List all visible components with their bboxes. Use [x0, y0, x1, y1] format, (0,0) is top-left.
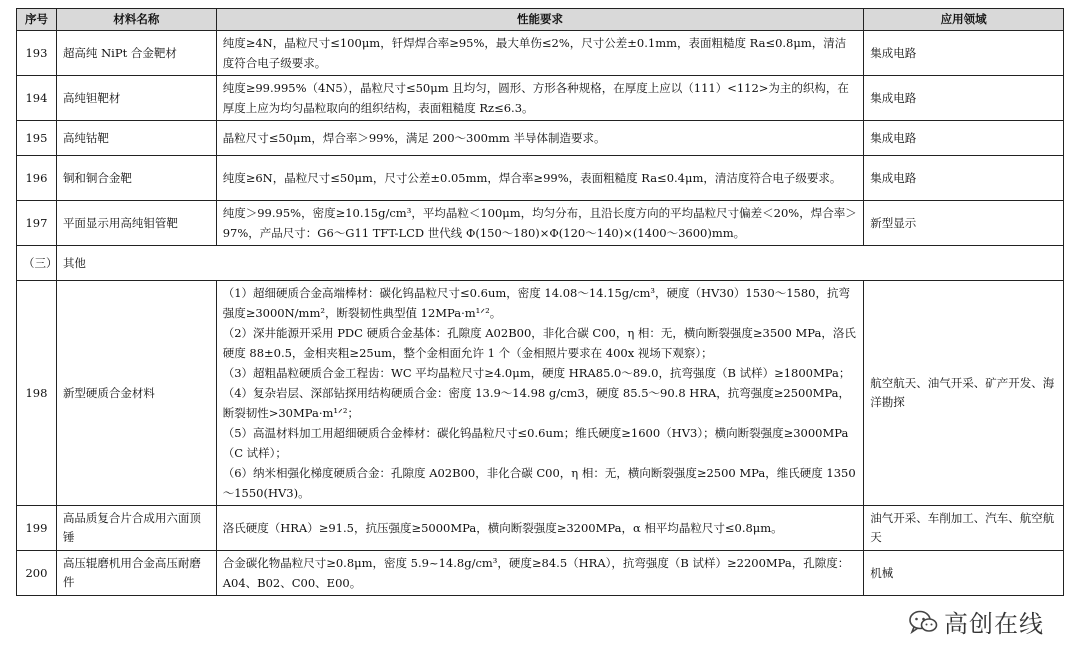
- table-header-row: [17, 9, 1064, 31]
- row-application: 新型显示: [864, 201, 1064, 246]
- section-label: （三）: [17, 246, 57, 281]
- row-material-name: 高纯钽靶材: [56, 76, 216, 121]
- row-performance: 合金碳化物晶粒尺寸≥0.8μm，密度 5.9~14.8g/cm³，硬度≥84.5（HRA），抗弯强度（B 试样）≥2200MPa，孔隙度：A04、B02、C00、E00。: [216, 551, 864, 596]
- row-application: 集成电路: [864, 121, 1064, 156]
- spec-item: （4）复杂岩层、深部钻探用结构硬质合金：密度 13.9～14.98 g/cm3，硬度 85.5～90.8 HRA，抗弯强度≥2500MPa，断裂韧性>30MPa·m¹ᐟ²；: [222, 386, 851, 420]
- header-performance: 性能要求: [216, 9, 864, 31]
- row-material-name: 平面显示用高纯钼管靶: [56, 201, 216, 246]
- header-no: 序号: [17, 9, 57, 31]
- header-application: 应用领域: [864, 9, 1064, 31]
- header-material-name: 材料名称: [56, 9, 216, 31]
- table-row: [17, 201, 1064, 246]
- spec-item: （1）超细硬质合金高端棒材：碳化钨晶粒尺寸≤0.6um，密度 14.08～14.15g/cm³，硬度（HV30）1530～1580，抗弯强度≥3000N/mm²，断裂韧性典型值 12MPa·m¹ᐟ²。: [222, 286, 850, 320]
- row-performance: 纯度≥6N，晶粒尺寸≤50μm，尺寸公差±0.05mm，焊合率≥99%，表面粗糙度 Ra≤0.4μm，清洁度符合电子级要求。: [216, 156, 864, 201]
- materials-table: [16, 8, 1064, 596]
- watermark-text: 高创在线: [944, 610, 1044, 638]
- row-application: 集成电路: [864, 31, 1064, 76]
- row-material-name: 铜和铜合金靶: [56, 156, 216, 201]
- row-material-name: 高品质复合片合成用六面顶锤: [56, 506, 216, 551]
- row-performance: 洛氏硬度（HRA）≥91.5，抗压强度≥5000MPa，横向断裂强度≥3200MPa，α 相平均晶粒尺寸≤0.8μm。: [216, 506, 864, 551]
- row-application: 集成电路: [864, 156, 1064, 201]
- row-material-name: 超高纯 NiPt 合金靶材: [56, 31, 216, 76]
- wechat-icon: [908, 609, 938, 635]
- row-material-name: 高压辊磨机用合金高压耐磨件: [56, 551, 216, 596]
- section-row: [17, 246, 1064, 281]
- row-application: 油气开采、车削加工、汽车、航空航天: [864, 506, 1064, 551]
- row-no: 193: [17, 31, 57, 76]
- row-no: 198: [17, 281, 57, 506]
- table-row: [17, 76, 1064, 121]
- row-performance: 晶粒尺寸≤50μm，焊合率＞99%，满足 200～300mm 半导体制造要求。: [216, 121, 864, 156]
- watermark: [904, 602, 1048, 641]
- table-row: [17, 121, 1064, 156]
- row-performance: 纯度≥99.995%（4N5），晶粒尺寸≤50μm 且均匀，圆形、方形各种规格，在厚度上应以（111）<112>为主的织构，在厚度上应为均匀晶粒取向的组织结构，表面粗糙度 Rz≤6.3。: [216, 76, 864, 121]
- table-row: [17, 551, 1064, 596]
- row-no: 196: [17, 156, 57, 201]
- row-performance: 纯度＞99.95%，密度≥10.15g/cm³，平均晶粒＜100μm，均匀分布，且沿长度方向的平均晶粒尺寸偏差＜20%，焊合率＞97%，产品尺寸：G6～G11 TFT-LCD 世代线 Φ(150～180)×Φ(120～140)×(1400～3600)mm。: [216, 201, 864, 246]
- row-no: 194: [17, 76, 57, 121]
- row-performance: 纯度≥4N，晶粒尺寸≤100μm，钎焊焊合率≥95%，最大单伤≤2%，尺寸公差±0.1mm，表面粗糙度 Ra≤0.8μm，清洁度符合电子级要求。: [216, 31, 864, 76]
- row-application: 机械: [864, 551, 1064, 596]
- spec-item: （2）深井能源开采用 PDC 硬质合金基体：孔隙度 A02B00，非化合碳 C00，η 相：无，横向断裂强度≥3500 MPa，洛氏硬度 88±0.5，金相夹粗≥25um，整个金相面允许 1 个（金相照片要求在 400x 视场下观察）；: [222, 326, 856, 360]
- row-performance: [216, 281, 864, 506]
- spec-item: （3）超粗晶粒硬质合金工程齿：WC 平均晶粒尺寸≥4.0μm，硬度 HRA85.0～89.0，抗弯强度（B 试样）≥1800MPa；: [222, 366, 851, 380]
- section-title: 其他: [56, 246, 1063, 281]
- row-no: 195: [17, 121, 57, 156]
- row-application: 航空航天、油气开采、矿产开发、海洋勘探: [864, 281, 1064, 506]
- row-no: 197: [17, 201, 57, 246]
- row-no: 200: [17, 551, 57, 596]
- row-no: 199: [17, 506, 57, 551]
- spec-item: （5）高温材料加工用超细硬质合金棒材：碳化钨晶粒尺寸≤0.6um；维氏硬度≥1600（HV3）；横向断裂强度≥3000MPa（C 试样）；: [222, 426, 849, 460]
- spec-item: （6）纳米相强化梯度硬质合金：孔隙度 A02B00，非化合碳 C00，η 相：无，横向断裂强度≥2500 MPa，维氏硬度 1350～1550(HV3)。: [222, 466, 856, 500]
- row-material-name: 新型硬质合金材料: [56, 281, 216, 506]
- row-application: 集成电路: [864, 76, 1064, 121]
- table-row: [17, 156, 1064, 201]
- table-row: [17, 506, 1064, 551]
- row-material-name: 高纯钴靶: [56, 121, 216, 156]
- table-row: [17, 31, 1064, 76]
- table-row: [17, 281, 1064, 506]
